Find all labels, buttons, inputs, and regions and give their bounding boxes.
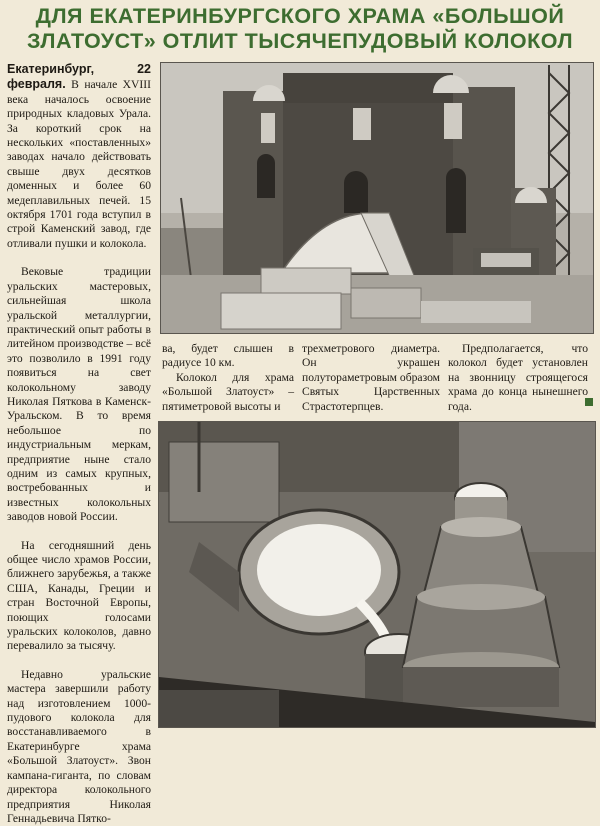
article-column-4 — [448, 342, 588, 414]
article-headline — [0, 4, 600, 54]
cathedral-construction-photo — [160, 62, 594, 334]
article-end-mark — [585, 398, 593, 406]
article-paragraph — [7, 62, 151, 251]
article-column-2 — [162, 342, 294, 414]
article-paragraph: ва, будет слышен в радиусе 10 км. — [162, 342, 294, 370]
article-paragraph: Колокол для храма «Большой Златоуст» – пятиметровой высоты и — [162, 370, 294, 413]
paragraph-text: В начале XVIII века началось освоение природных кладовых Урала. За короткий срок на нескольких «поставленных» заводах начало действовать свыше двух десятков доменных и более 60 медеплавильных печей. 15 октября 1701 года вступил в строй Каменский завод, где отливали пушки и колокола. — [7, 78, 151, 250]
article-column-3 — [302, 342, 440, 414]
dateline: Екатеринбург, 22 февраля. — [7, 62, 151, 92]
headline-line-2: ЗЛАТОУСТ» ОТЛИТ ТЫСЯЧЕПУДОВЫЙ КОЛОКОЛ — [26, 29, 574, 53]
bell-casting-photo — [158, 421, 596, 728]
cathedral-photo-drawing — [161, 63, 593, 333]
article-paragraph: Предполагается, что колокол будет установлен на звонницу строящегося храма до конца нынешнего года. — [448, 342, 588, 413]
article-paragraph: Вековые традиции уральских мастеровых, сильнейшая школа уральской металлургии, практический опыт работы в литейном производстве – всё это позволило в 1991 году появиться на свет колокольному заводу Николая Пяткова в Каменск-Уральском. В то время небольшое по индустриальным меркам, предприятие ныне стало одним из самых крупных, востребованных и известных колокольных заводов новой России. — [7, 265, 151, 524]
article-paragraph: Недавно уральские мастера завершили работу над изготовлением 1000-пудового колокола для восстанавливаемого в Екатеринбурге храма «Большой Златоуст». Звон кампана-гиганта, по словам директора колокольного предприятия Николая Геннадьевича Пятко- — [7, 667, 151, 825]
article-column-left — [7, 62, 151, 826]
article-paragraph: трехметрового диаметра. Он украшен полутораметровым образом Святых Царственных Страстотерпцев. — [302, 342, 440, 413]
bell-casting-photo-drawing — [159, 422, 595, 727]
article-paragraph: На сегодняшний день общее число храмов России, ближнего зарубежья, а также США, Канады, Греции и стран Восточной Европы, поющих голосами уральских колоколов, давно перевалило за тысячу. — [7, 538, 151, 653]
headline-line-1: ДЛЯ ЕКАТЕРИНБУРГСКОГО ХРАМА «БОЛЬШОЙ — [35, 4, 565, 28]
